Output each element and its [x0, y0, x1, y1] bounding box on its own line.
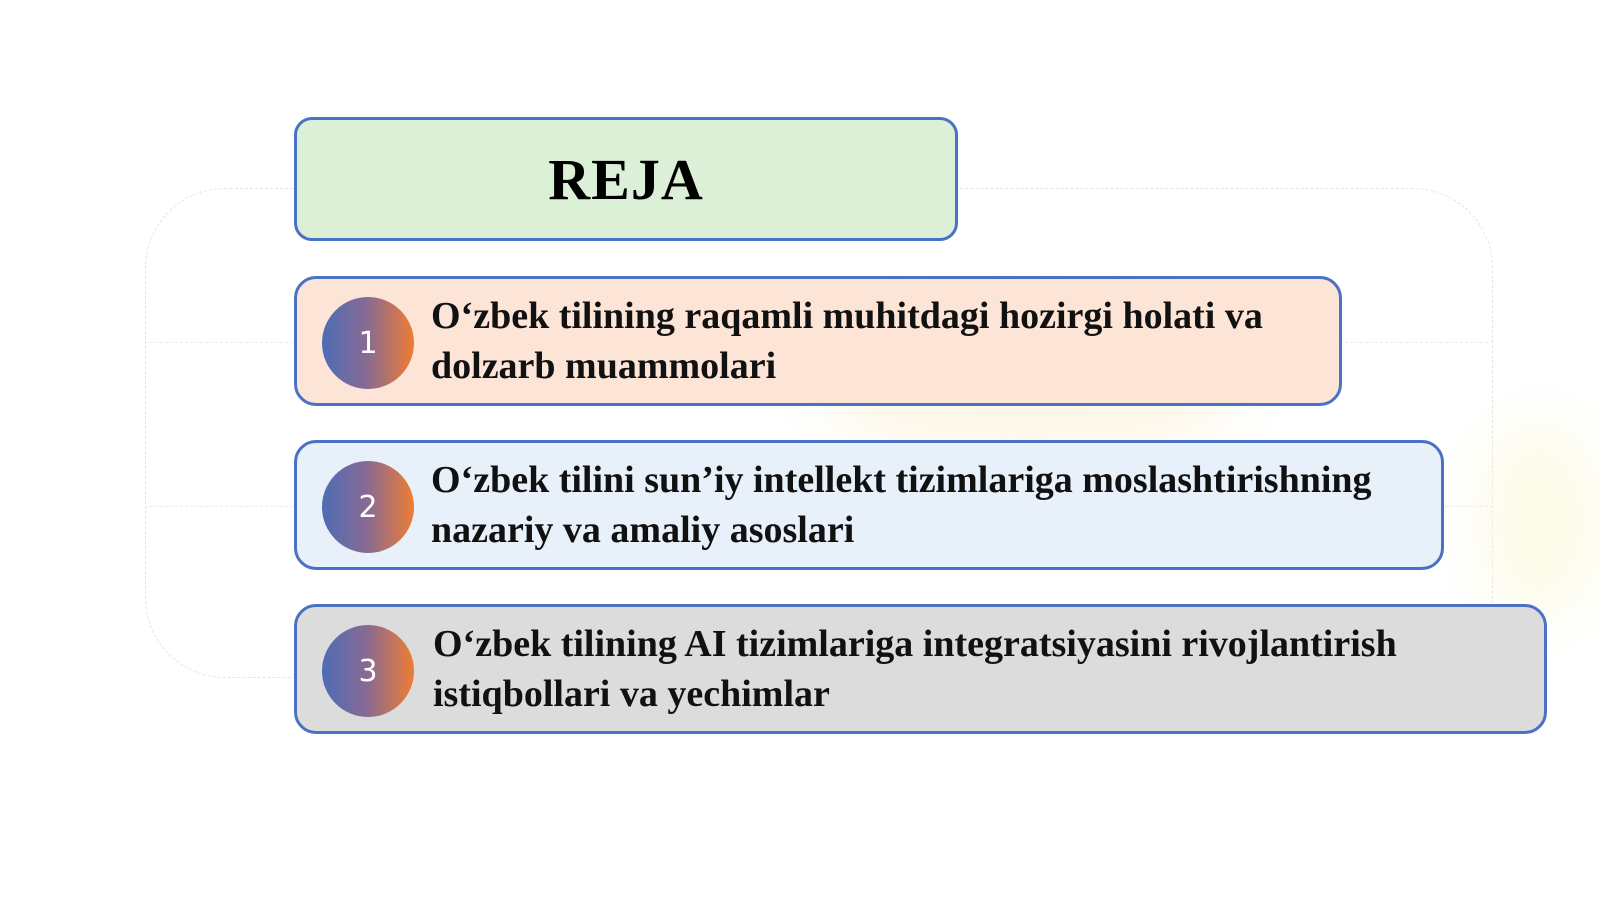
number-label: 2 — [358, 489, 378, 525]
plan-item-1 — [294, 276, 1342, 406]
title-box — [294, 117, 958, 241]
plan-item-3 — [294, 604, 1547, 734]
plan-item-2 — [294, 440, 1444, 570]
plan-item-text: O‘zbek tilini sun’iy intellekt tizimlariga moslashtirishning nazariy va amaliy asoslari — [431, 459, 1372, 551]
number-badge — [322, 625, 414, 717]
plan-item-text: O‘zbek tilining raqamli muhitdagi hozirgi holati va dolzarb muammolari — [431, 295, 1263, 387]
background-glow — [1480, 420, 1600, 620]
slide-title: REJA — [548, 146, 704, 212]
number-badge — [322, 461, 414, 553]
number-badge — [322, 297, 414, 389]
number-label: 1 — [358, 325, 378, 361]
number-label: 3 — [358, 653, 378, 689]
plan-item-text: O‘zbek tilining AI tizimlariga integratsiyasini rivojlantirish istiqbollari va yechimlar — [433, 623, 1397, 715]
